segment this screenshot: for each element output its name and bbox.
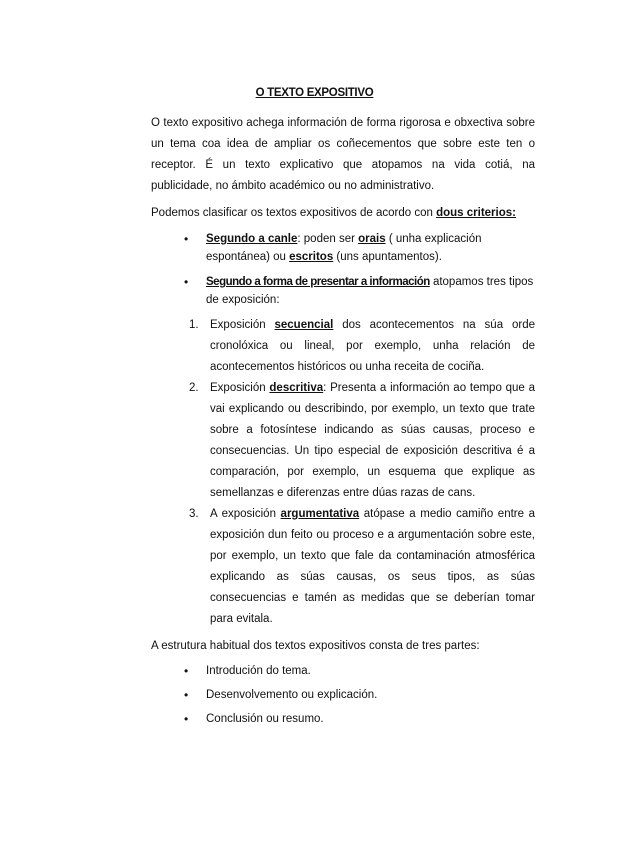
- numbered-text: Exposición: [210, 319, 275, 331]
- item-number: 2.: [189, 382, 199, 394]
- list-item: [151, 273, 535, 309]
- list-item-text: : poden ser: [297, 233, 359, 245]
- item-number: 1.: [189, 319, 199, 331]
- numbered-item: [151, 378, 535, 504]
- list-item-text: (uns apuntamentos).: [333, 251, 442, 263]
- numbered-item: [151, 315, 535, 378]
- numbered-text: dos acontecementos na súa orde cronolóxica ou lineal, por exemplo, unha relación de acontecementos históricos ou unha receita de cociña.: [210, 319, 535, 373]
- structure-intro: A estrutura habitual dos textos expositivos consta de tres partes:: [151, 640, 480, 652]
- list-item: [151, 659, 535, 683]
- exposition-type: secuencial: [274, 319, 334, 331]
- criterion-term: orais: [358, 233, 386, 245]
- numbered-text: A exposición: [210, 508, 281, 520]
- numbered-text: : Presenta a información ao tempo que a vai explicando ou describindo, por exemplo, un texto que trate sobre a fotosíntese indicando as súas causas, proceso e consecuencias. Un tipo especial de exposición descritiva é a comparación, por exemplo, un esquema que explique as semellanzas e diferenzas entre dúas razas de cans.: [210, 382, 536, 499]
- bullet-icon: •: [184, 688, 189, 702]
- document-body: [151, 113, 535, 731]
- numbered-text: atópase a medio camiño entre a exposición dun feito ou proceso e a argumentación sobre este, por exemplo, un texto que fale da contaminación atmosférica explicando as súas causas, os seus tipos, as súas consecuencias e tamén as medidas que se deberían tomar para evitala.: [210, 508, 535, 625]
- classify-paragraph: [151, 203, 535, 224]
- intro-paragraph: O texto expositivo achega información de forma rigorosa e obxectiva sobre un tema coa idea de ampliar os coñecementos que sobre este ten o receptor. É un texto explicativo que atopamos na vida cotiá, na publicidade, no ámbito académico ou no administrativo.: [151, 117, 535, 192]
- bullet-icon: •: [184, 712, 189, 726]
- bullet-icon: •: [184, 664, 189, 678]
- list-item: [151, 230, 535, 266]
- classify-text: Podemos clasificar os textos expositivos de acordo con: [151, 207, 437, 219]
- criterion-lead: Segundo a canle: [206, 233, 298, 245]
- part-text: Conclusión ou resumo.: [206, 713, 324, 725]
- page-title: O TEXTO EXPOSITIVO: [255, 87, 374, 99]
- list-item: [151, 683, 535, 707]
- part-text: Introdución do tema.: [206, 665, 311, 677]
- numbered-text: Exposición: [210, 382, 270, 394]
- list-item-text: atopamos tres tipos de exposición:: [206, 276, 534, 306]
- numbered-item: [151, 504, 535, 630]
- criterion-term: escritos: [289, 251, 334, 263]
- bullet-icon: •: [184, 275, 189, 289]
- exposition-type: descritiva: [269, 382, 324, 394]
- criterion-lead: Segundo a forma de presentar a información: [206, 276, 430, 288]
- item-number: 3.: [189, 508, 199, 520]
- list-item: [151, 707, 535, 731]
- part-text: Desenvolvemento ou explicación.: [206, 689, 378, 701]
- exposition-type: argumentativa: [280, 508, 360, 520]
- list-item-text: ( unha explicación espontánea) ou: [206, 233, 482, 263]
- bullet-icon: •: [184, 232, 189, 246]
- criteria-emphasis: dous criterios:: [436, 207, 516, 219]
